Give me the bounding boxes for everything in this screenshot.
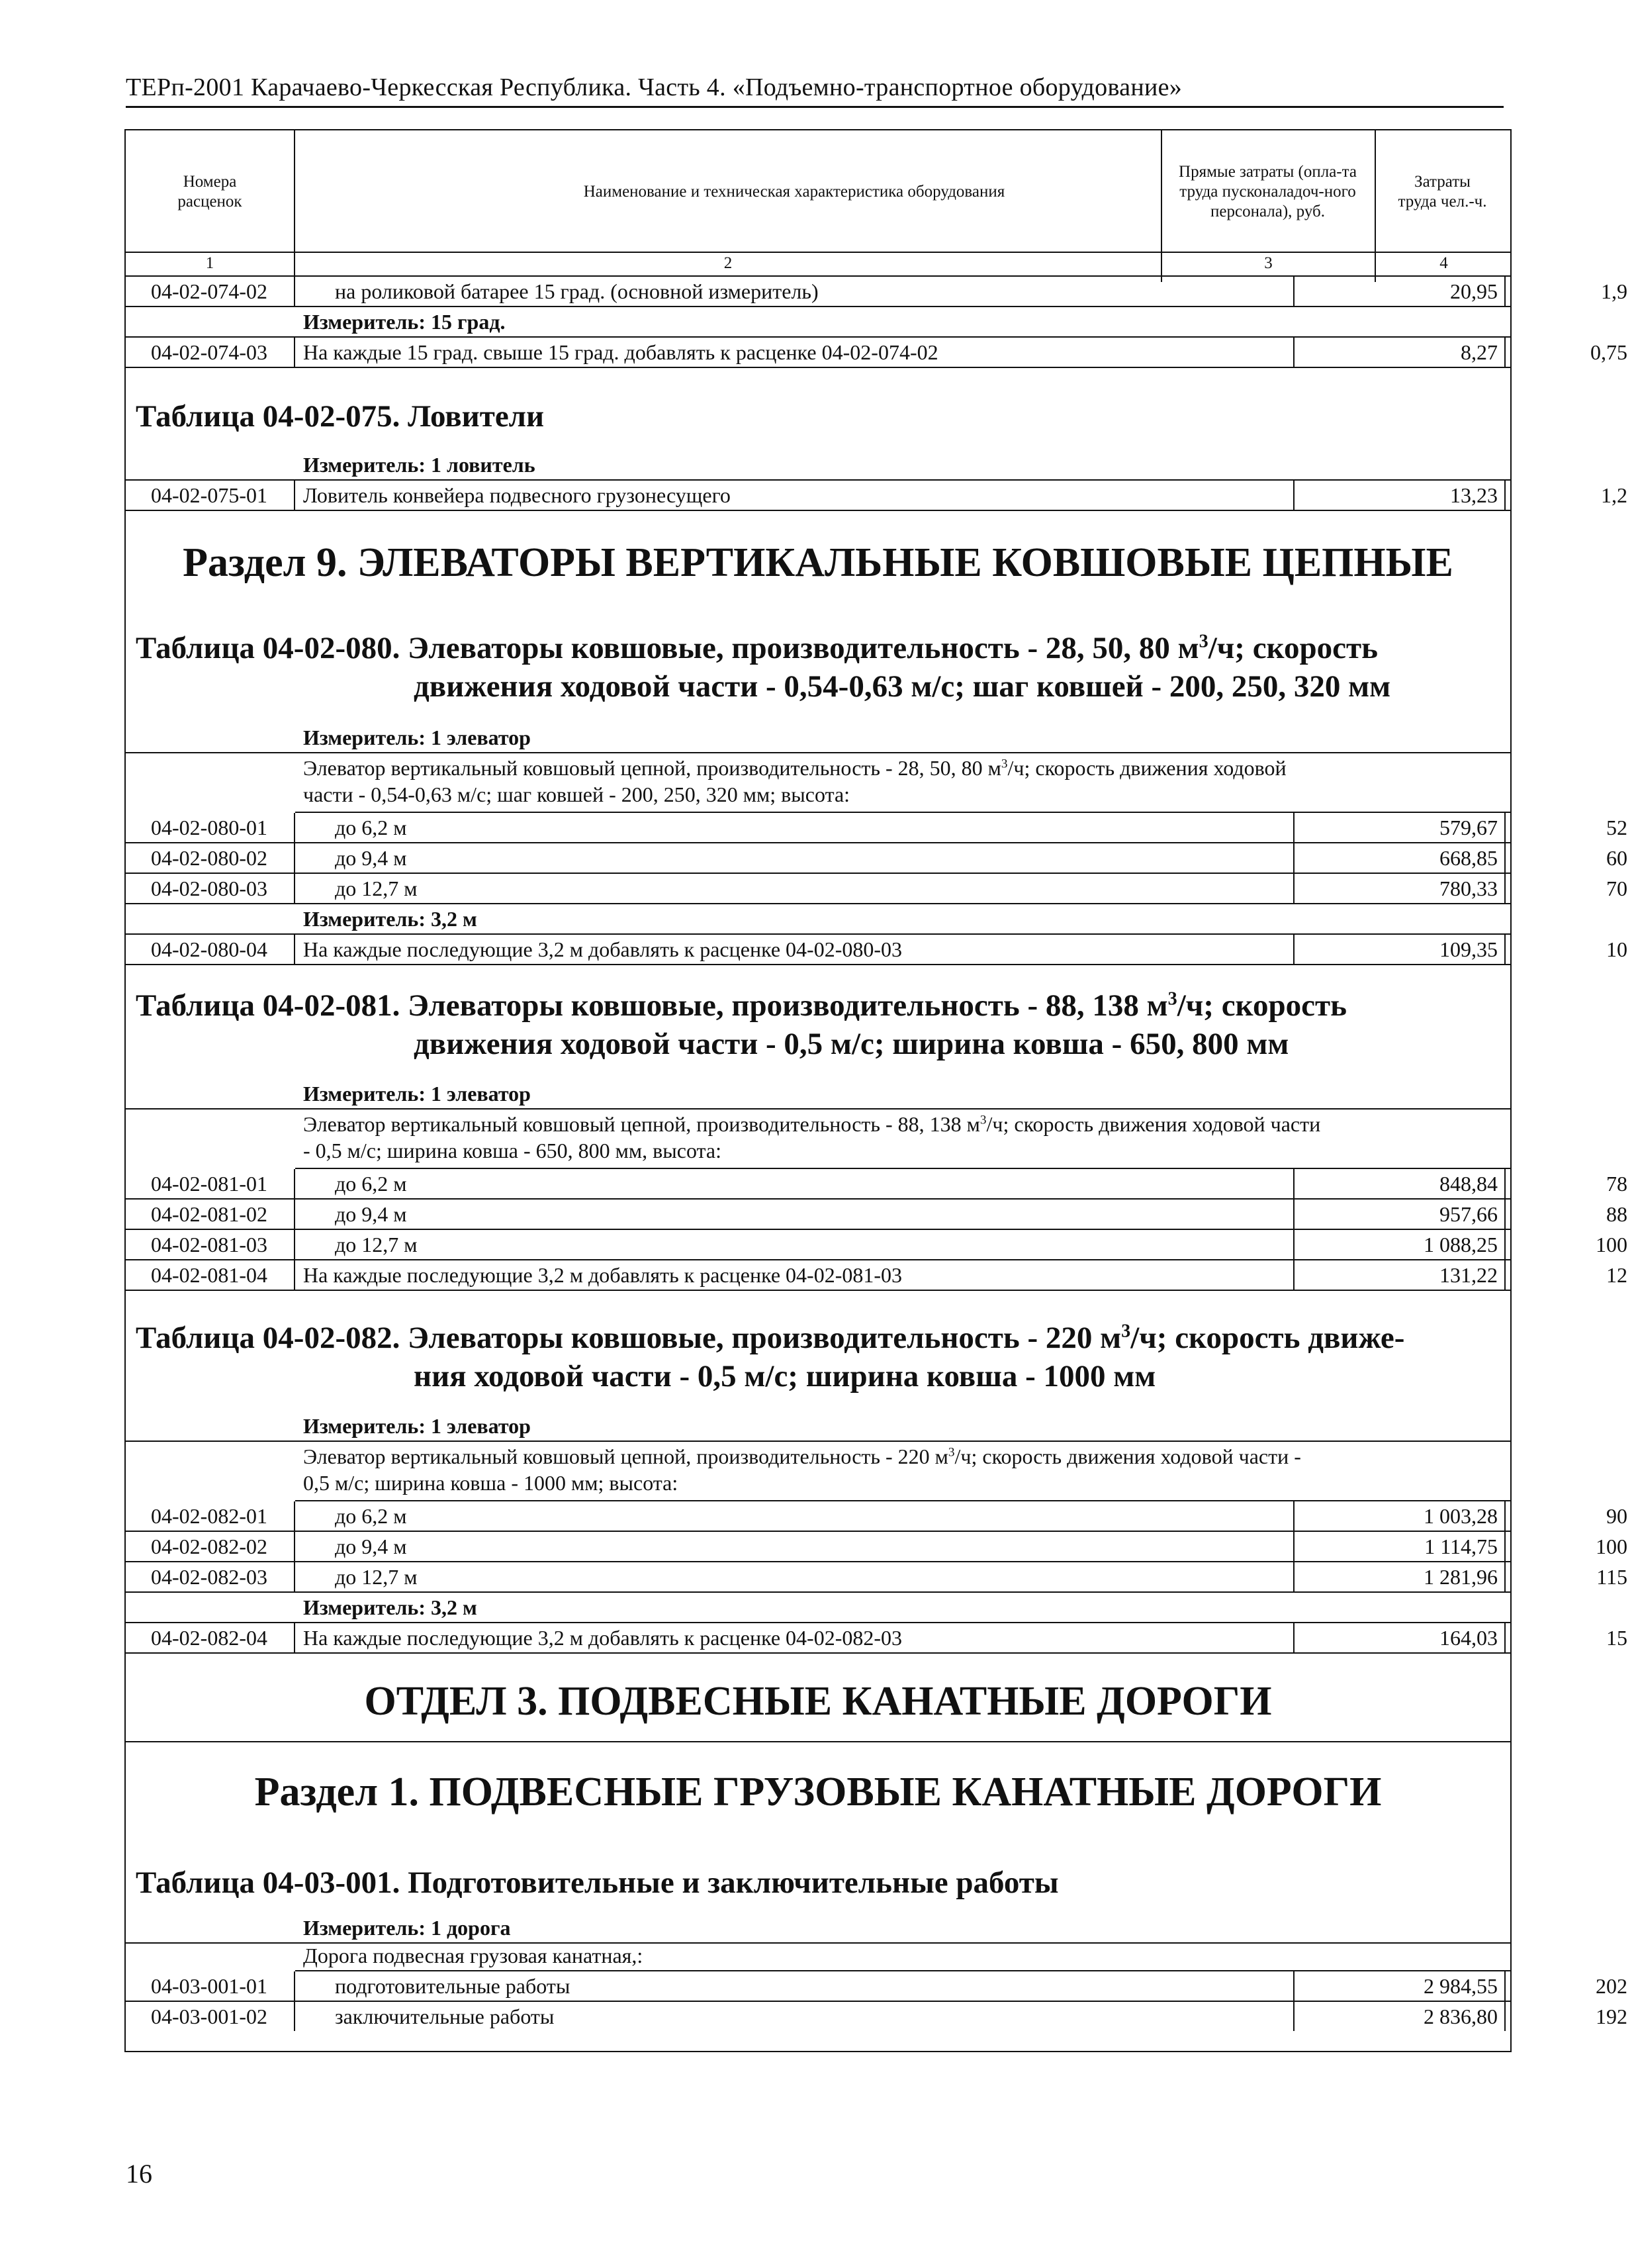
measure-line: Измеритель: 3,2 м [124, 1593, 1512, 1623]
row-description: Дорога подвесная грузовая канатная,: [295, 1942, 1512, 1971]
table-title: Таблица 04-02-082. Элеваторы ковшовые, производительность - 220 $м^3/ч$; скорость движе- ния ходовой части - 0,5 м/с; ширина ковша - 1000 мм [136, 1321, 1405, 1394]
table-row: 04-02-082-04 На каждые последующие 3,2 м добавлять к расценке 04-02-082-03 164,03 15 [124, 1623, 1512, 1654]
table-title: Таблица 04-03-001. Подготовительные и заключительные работы [136, 1866, 1059, 1900]
table-row: 04-02-074-03 На каждые 15 град. свыше 15 град. добавлять к расценке 04-02-074-02 8,27 0,75 [124, 338, 1512, 368]
table-title: Таблица 04-02-080. Элеваторы ковшовые, производительность - 28, 50, 80 $м^3/ч$; скорость движения ходовой части - 0,54-0,63 м/с; шаг ковшей - 200, 250, 320 мм [136, 631, 1391, 704]
measure-line: Измеритель: 1 элеватор [124, 723, 1512, 753]
table-row: 04-02-082-03 до 12,7 м 1 281,96 115 [124, 1562, 1512, 1593]
table-row: 04-02-080-02 до 9,4 м 668,85 60 [124, 843, 1512, 874]
col-number-2: 2 [723, 254, 733, 272]
table-row: 04-02-081-02 до 9,4 м 957,66 88 [124, 1200, 1512, 1230]
col-header-name: Наименование и техническая характеристика оборудования [583, 183, 1005, 201]
table-row: 04-02-081-03 до 12,7 м 1 088,25 100 [124, 1230, 1512, 1260]
table-title: Таблица 04-02-075. Ловители [136, 399, 545, 434]
table-row: 04-02-080-03 до 12,7 м 780,33 70 [124, 874, 1512, 904]
table-row: 04-03-001-02 заключительные работы 2 836,80 192 [124, 2002, 1512, 2031]
measure-line: Измеритель: 1 ловитель [124, 450, 1512, 481]
measure-line: Измеритель: 1 элеватор [124, 1411, 1512, 1442]
table-row: 04-02-080-04 На каждые последующие 3,2 м добавлять к расценке 04-02-080-03 109,35 10 [124, 935, 1512, 965]
row-description: Элеватор вертикальный ковшовый цепной, производительность - 220 $м^3/ч$; скорость движения ходовой части - 0,5 м/с; ширина ковша - 1000 мм; высота: [295, 1441, 1512, 1501]
section-heading: Раздел 9. ЭЛЕВАТОРЫ ВЕРТИКАЛЬНЫЕ КОВШОВЫЕ ЦЕПНЫЕ [183, 540, 1453, 585]
measure-line: Измеритель: 1 элеватор [124, 1079, 1512, 1110]
header-rule-line [124, 252, 1512, 253]
table-row: 04-02-082-01 до 6,2 м 1 003,28 90 [124, 1501, 1512, 1532]
page-number: 16 [126, 2159, 152, 2189]
section-heading: Раздел 1. ПОДВЕСНЫЕ ГРУЗОВЫЕ КАНАТНЫЕ ДОРОГИ [254, 1770, 1382, 1815]
running-header: ТЕРп-2001 Карачаево-Черкесская Республика. Часть 4. «Подъемно-транспортное оборудование» [126, 73, 1183, 101]
heading-rule [124, 1741, 1512, 1742]
col-header-cost: Прямые затраты (опла-та труда пусконаладоч-ного персонала), руб. [1179, 163, 1357, 220]
table-row: 04-02-081-01 до 6,2 м 848,84 78 [124, 1169, 1512, 1200]
header-rule [126, 106, 1504, 108]
col-number-4: 4 [1439, 254, 1448, 272]
measure-line: Измеритель: 15 град. [124, 307, 1512, 338]
table-row: 04-02-074-02 на роликовой батарее 15 град. (основной измеритель) 20,95 1,9 [124, 277, 1512, 307]
table-row: 04-02-080-01 до 6,2 м 579,67 52 [124, 813, 1512, 843]
department-heading: ОТДЕЛ 3. ПОДВЕСНЫЕ КАНАТНЫЕ ДОРОГИ [364, 1679, 1272, 1724]
measure-line: Измеритель: 1 дорога [124, 1913, 1512, 1944]
col-header-labor: Затраты труда чел.-ч. [1398, 173, 1487, 211]
row-description: Элеватор вертикальный ковшовый цепной, производительность - 88, 138 $м^3/ч$; скорость движения ходовой части - 0,5 м/с; ширина ковша - 650, 800 мм, высота: [295, 1108, 1512, 1169]
table-row: 04-02-082-02 до 9,4 м 1 114,75 100 [124, 1532, 1512, 1562]
col-header-codes: Номера расценок [177, 173, 242, 211]
table-row: 04-02-075-01 Ловитель конвейера подвесного грузонесущего 13,23 1,2 [124, 481, 1512, 511]
col-number-1: 1 [205, 254, 214, 272]
col-number-3: 3 [1264, 254, 1273, 272]
measure-line: Измеритель: 3,2 м [124, 904, 1512, 935]
table-title: Таблица 04-02-081. Элеваторы ковшовые, производительность - 88, 138 $м^3/ч$; скорость движения ходовой части - 0,5 м/с; ширина ковша - 650, 800 мм [136, 988, 1347, 1061]
row-description: Элеватор вертикальный ковшовый цепной, производительность - 28, 50, 80 $м^3/ч$; скорость движения ходовой части - 0,54-0,63 м/с; шаг ковшей - 200, 250, 320 мм; высота: [295, 752, 1512, 813]
table-row: 04-03-001-01 подготовительные работы 2 984,55 202 [124, 1971, 1512, 2002]
table-row: 04-02-081-04 На каждые последующие 3,2 м добавлять к расценке 04-02-081-03 131,22 12 [124, 1260, 1512, 1291]
